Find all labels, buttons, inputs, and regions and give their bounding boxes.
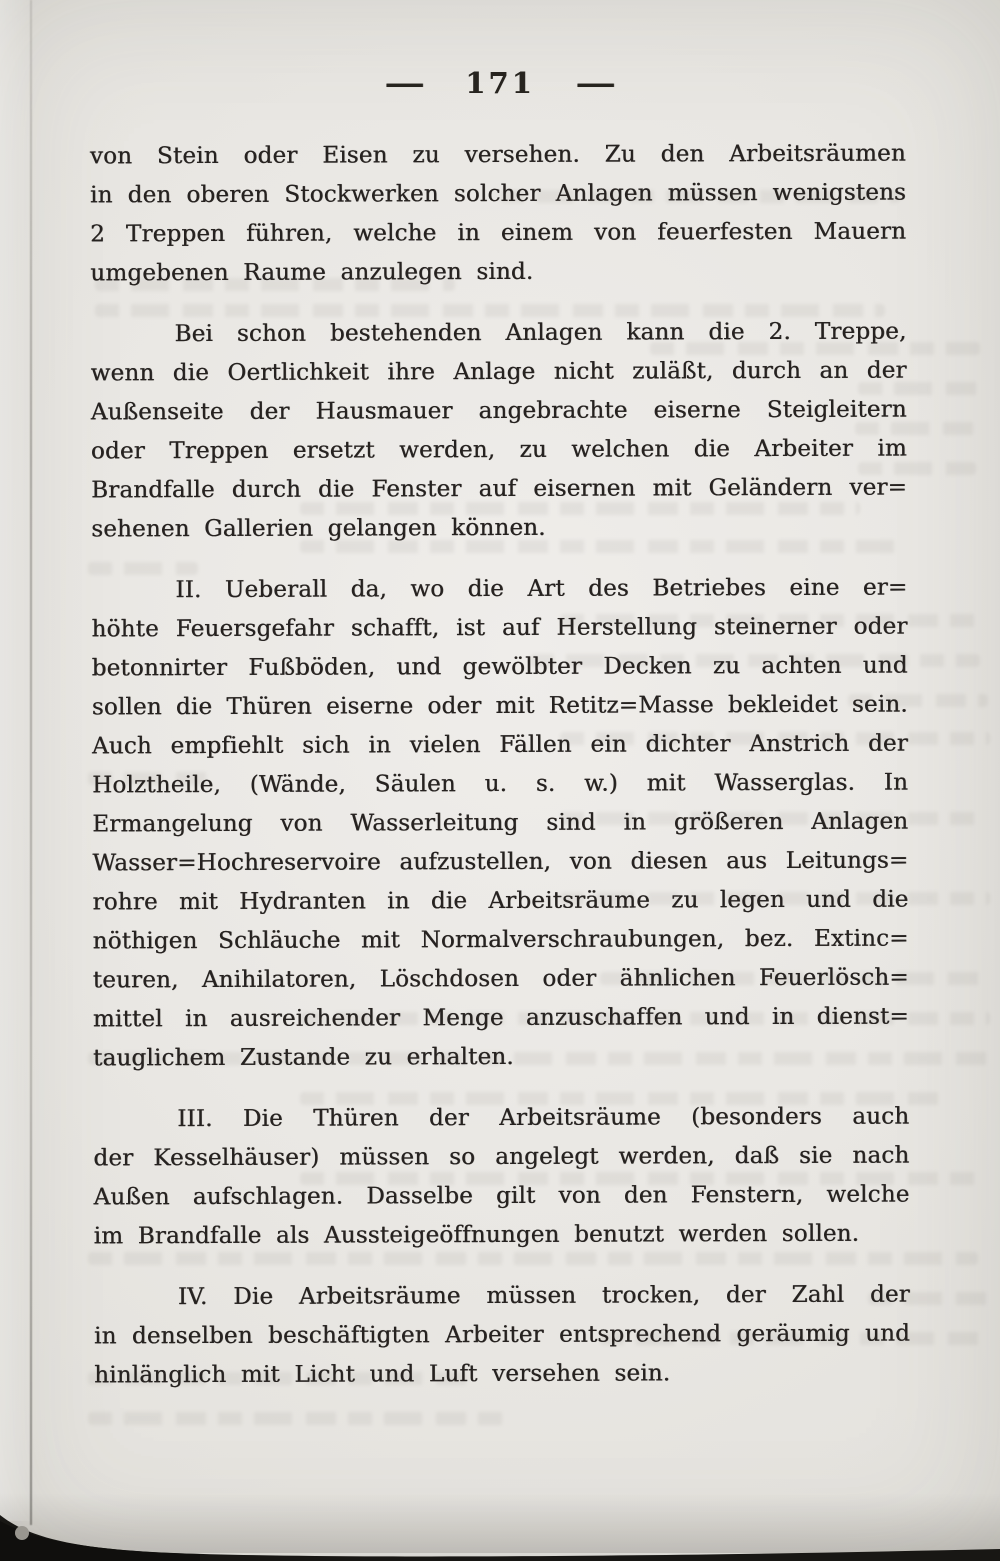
page-fold-crease	[30, 0, 32, 1525]
text-line: in denselben beschäftigten Arbeiter entsprechend geräumig und	[93, 1320, 911, 1350]
text-line: tauglichem Zustande zu erhalten.	[92, 1043, 514, 1072]
text-line: mittel in ausreichender Menge anzuschaffen und in dienst=	[92, 1003, 909, 1033]
text-line: Außen aufschlagen. Dasselbe gilt von den Fenstern, welche	[93, 1181, 910, 1211]
text-line: Holztheile, (Wände, Säulen u. s. w.) mit Wasserglas. In	[92, 769, 909, 799]
paragraph-p5	[94, 1276, 910, 1396]
text-line: hinlänglich mit Licht und Luft versehen sein.	[94, 1360, 671, 1389]
text-line: in den oberen Stockwerken solcher Anlagen müssen wenigstens	[89, 179, 907, 209]
text-line: III. Die Thüren der Arbeitsräume (besonders auch	[177, 1103, 910, 1133]
text-line: 2 Treppen führen, welche in einem von feuerfesten Mauern	[90, 218, 907, 248]
text-line: teuren, Anihilatoren, Löschdosen oder ähnlichen Feuerlösch=	[92, 964, 909, 994]
paragraph-p4	[93, 1098, 910, 1257]
text-line: der Kesselhäuser) müssen so angelegt werden, daß sie nach	[93, 1142, 910, 1172]
header-right-dash: —	[574, 66, 616, 100]
header-left-dash: —	[384, 66, 426, 100]
text-line: höhte Feuersgefahr schafft, ist auf Herstellung steinerner oder	[91, 613, 908, 643]
text-line: nöthigen Schläuche mit Normalverschraubungen, bez. Extinc=	[92, 925, 909, 955]
page-number: 171	[465, 66, 535, 100]
text-line: Brandfalle durch die Fenster auf eisernen mit Geländern ver=	[90, 474, 908, 504]
book-bottom-edge	[0, 1491, 1000, 1561]
text-line: von Stein oder Eisen zu versehen. Zu den Arbeitsräumen	[89, 140, 906, 170]
text-line: Ermangelung von Wasserleitung sind in größeren Anlagen	[92, 808, 909, 838]
text-line: IV. Die Arbeitsräume müssen trocken, der Zahl der	[177, 1281, 910, 1311]
page-gutter	[0, 0, 30, 1521]
text-line: betonnirter Fußböden, und gewölbter Decken zu achten und	[91, 652, 908, 682]
text-block	[90, 135, 910, 1396]
text-line: rohre mit Hydranten in die Arbeitsräume zu legen und die	[92, 886, 909, 916]
paragraph-p3	[91, 569, 909, 1079]
text-line: Wasser=Hochreservoire aufzustellen, von diesen aus Leitungs=	[92, 847, 909, 877]
text-line: oder Treppen ersetzt werden, zu welchen die Arbeiter im	[90, 435, 907, 465]
text-line: wenn die Oertlichkeit ihre Anlage nicht zuläßt, durch an der	[90, 357, 907, 387]
page-header	[0, 66, 1000, 100]
text-line: im Brandfalle als Aussteigeöffnungen benutzt werden sollen.	[93, 1220, 860, 1250]
text-line: II. Ueberall da, wo die Art des Betriebes eine er=	[175, 574, 908, 604]
text-line: sehenen Gallerien gelangen können.	[91, 514, 546, 543]
text-line: Außenseite der Hausmauer angebrachte eiserne Steigleitern	[90, 396, 907, 426]
paragraph-p2	[90, 313, 907, 550]
text-line: Auch empfiehlt sich in vielen Fällen ein dichter Anstrich der	[91, 730, 908, 760]
text-line: umgebenen Raume anzulegen sind.	[90, 258, 534, 287]
text-line: sollen die Thüren eiserne oder mit Retitz=Masse bekleidet sein.	[91, 691, 908, 721]
text-line: Bei schon bestehenden Anlagen kann die 2. Treppe,	[174, 318, 907, 348]
paragraph-p1	[90, 135, 907, 294]
page-corner-highlight	[15, 1526, 29, 1540]
bleed-through-smudge	[88, 1412, 508, 1425]
